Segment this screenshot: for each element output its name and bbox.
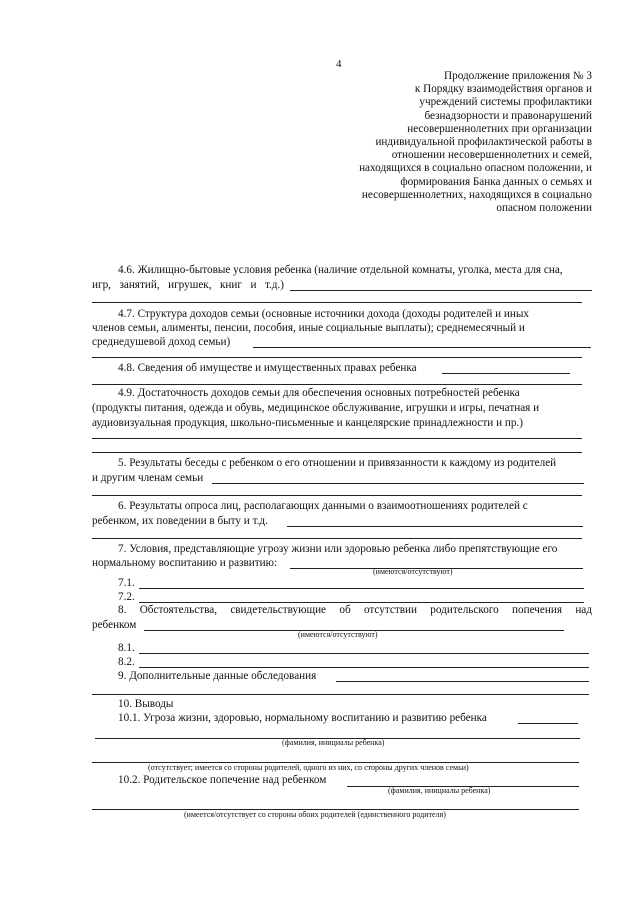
item-10-2-line: 10.2. Родительское попечение над ребенком: [118, 774, 327, 786]
item-8-2-label: 8.2.: [118, 656, 135, 668]
item-5-line2: и другим членам семьи: [92, 472, 204, 484]
item-10-2-caption2: (имеется/отсутствует со стороны обоих родителей (единственного родителя): [184, 810, 446, 819]
fill-line-7-1[interactable]: [139, 588, 584, 589]
item-10-2-caption: (фамилия, инициалы ребенка): [388, 786, 491, 795]
item-10-1-caption: (фамилия, инициалы ребенка): [282, 738, 385, 747]
fill-line-6-b[interactable]: [92, 538, 582, 539]
item-5-line1: 5. Результаты беседы с ребенком о его отношении и привязанности к каждому из родителей: [118, 457, 557, 469]
word: игр,: [92, 279, 111, 291]
word: Обстоятельства,: [139, 604, 217, 616]
fill-line-4-9-a[interactable]: [92, 438, 582, 439]
header-line: Продолжение приложения № 3: [444, 70, 592, 82]
fill-line-4-6-a[interactable]: [290, 290, 592, 291]
fill-line-8-1[interactable]: [139, 653, 589, 654]
item-9-line1: 9. Дополнительные данные обследования: [118, 670, 317, 682]
fill-line-4-9-b[interactable]: [92, 452, 582, 453]
word: отсутствии: [363, 604, 417, 616]
item-4-9-line2: (продукты питания, одежда и обувь, медицинское обслуживание, игрушки и игры, печатная и: [92, 402, 540, 414]
fill-line-9-a[interactable]: [336, 681, 589, 682]
header-line: находящихся в социально опасном положении, и: [359, 162, 592, 175]
item-8-line2: ребенком: [92, 619, 137, 631]
item-7-caption: (имеются/отсутствуют): [373, 567, 453, 576]
item-6-line1: 6. Результаты опроса лиц, располагающих данными о взаимоотношениях родителей с: [118, 500, 528, 512]
word: игрушек,: [168, 279, 212, 291]
fill-line-4-6-b[interactable]: [92, 302, 582, 303]
fill-line-5-a[interactable]: [212, 483, 584, 484]
fill-line-10-1-a[interactable]: [518, 723, 578, 724]
fill-line-4-7-b[interactable]: [92, 357, 582, 358]
header-line: формирования Банка данных о семьях и: [400, 175, 592, 188]
item-10-1-caption2: (отсутствует; имеется со стороны родителей, одного из них, со стороны других членов семьи): [148, 763, 469, 772]
item-7-1-label: 7.1.: [118, 577, 135, 589]
item-10-title: 10. Выводы: [118, 698, 174, 710]
fill-line-4-8-b[interactable]: [92, 384, 582, 385]
word: занятий,: [119, 279, 160, 291]
fill-line-5-b[interactable]: [92, 495, 582, 496]
fill-line-4-7-a[interactable]: [253, 347, 591, 348]
header-line: отношении несовершеннолетних и семей,: [391, 149, 592, 162]
item-4-7-line1: 4.7. Структура доходов семьи (основные источники дохода (доходы родителей и иных: [118, 308, 529, 320]
fill-line-8-2[interactable]: [139, 667, 589, 668]
item-8-line1: [118, 604, 592, 616]
header-line: индивидуальной профилактической работы в: [375, 136, 592, 149]
item-4-7-line2: членов семьи, алименты, пенсии, пособия, иные социальные выплаты); среднемесячный и: [92, 322, 525, 334]
item-4-6-line2: [92, 279, 284, 291]
page-number: 4: [336, 58, 342, 70]
item-6-line2: ребенком, их поведении в быту и т.д.: [92, 515, 268, 527]
item-8-caption: (имеются/отсутствуют): [298, 630, 378, 639]
item-7-2-label: 7.2.: [118, 591, 135, 603]
header-line: несовершеннолетних, находящихся в социально: [361, 188, 592, 201]
fill-line-4-8-a[interactable]: [442, 373, 570, 374]
item-4-8-line1: 4.8. Сведения об имуществе и имущественных правах ребенка: [118, 362, 417, 374]
item-7-line1: 7. Условия, представляющие угрозу жизни или здоровью ребенка либо препятствующие его: [118, 543, 558, 555]
word: 8.: [118, 604, 127, 616]
word: и: [250, 279, 257, 291]
item-8-1-label: 8.1.: [118, 642, 135, 654]
item-4-6-line1: 4.6. Жилищно-бытовые условия ребенка (наличие отдельной комнаты, уголка, места для сна,: [118, 264, 563, 276]
header-line: безнадзорности и правонарушений: [424, 109, 592, 122]
item-4-7-line3: среднедушевой доход семьи): [92, 336, 231, 348]
header-line: несовершеннолетних при организации: [407, 122, 592, 135]
header-line: к Порядку взаимодействия органов и: [414, 83, 592, 96]
word: об: [339, 604, 351, 616]
header-line: опасном положении: [496, 202, 592, 215]
document-header: [272, 70, 592, 215]
fill-line-6-a[interactable]: [287, 526, 583, 527]
fill-line-7-2[interactable]: [139, 602, 584, 603]
item-7-line2: нормальному воспитанию и развитию:: [92, 557, 278, 569]
word: книг: [220, 279, 242, 291]
word: свидетельствующие: [230, 604, 327, 616]
fill-line-9-b[interactable]: [92, 694, 589, 695]
word: над: [575, 604, 592, 616]
header-line: учреждений системы профилактики: [419, 96, 592, 109]
item-4-9-line1: 4.9. Достаточность доходов семьи для обеспечения основных потребностей ребенка: [118, 387, 520, 399]
item-4-9-line3: аудиовизуальная продукция, школьно-письменные и канцелярские принадлежности и пр.): [92, 417, 523, 429]
word: попечения: [512, 604, 562, 616]
item-10-1-line: 10.1. Угроза жизни, здоровью, нормальному воспитанию и развитию ребенка: [118, 712, 487, 724]
word: т.д.): [264, 279, 284, 291]
word: родительского: [430, 604, 499, 616]
